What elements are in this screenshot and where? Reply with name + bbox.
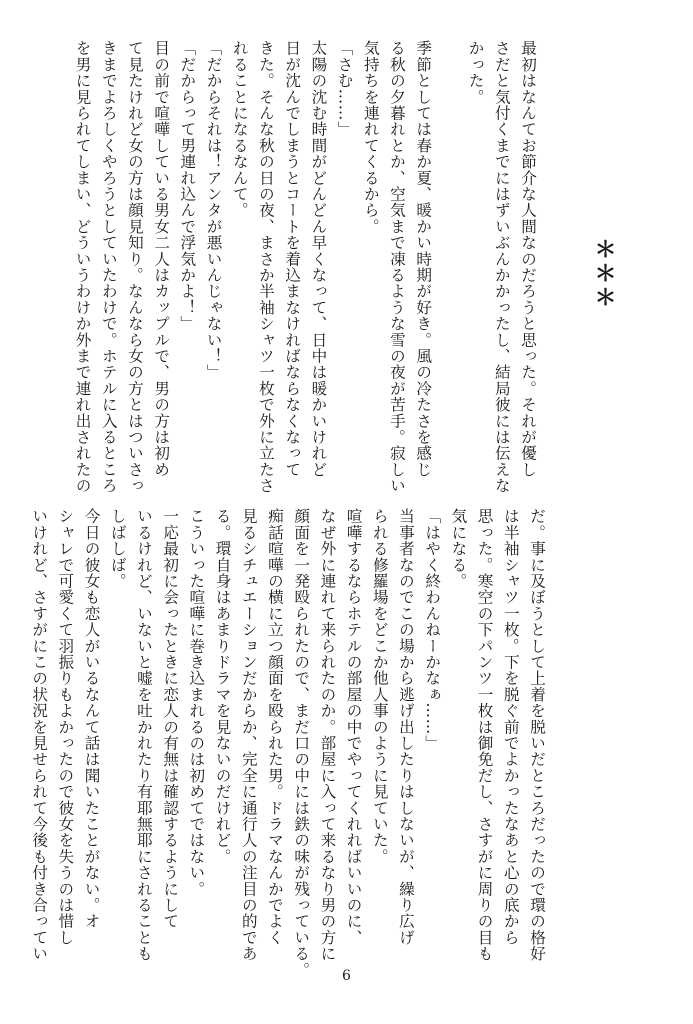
- text-line: 喧嘩するならホテルの部屋の中でやってくれればいいのに、: [344, 508, 363, 946]
- text-line: いるけれど、いないと嘘を吐かれたり有耶無耶にされることも: [134, 508, 153, 962]
- text-line: いけれど、さすがにこの状況を見せられて今後も付き合ってい: [30, 508, 49, 962]
- text-line: 太陽の沈む時間がどんどん早くなって、日中は暖かいけれど: [309, 40, 328, 478]
- text-line: きた。そんな秋の日の夜、まさか半袖シャツ一枚で外に立たさ: [256, 40, 275, 494]
- text-line: は半袖シャツ一枚。下を脱ぐ前でよかったなあと心の底から: [501, 508, 520, 946]
- text-line: 最初はなんてお節介な人間なのだろうと思った。それが優し: [519, 40, 537, 478]
- blank-line: [436, 40, 462, 486]
- text-line: 気持ちを連れてくるから。: [361, 40, 380, 235]
- text-line: 痴話喧嘩の横に立つ顔面を殴られた男。ドラマなんかでよく: [265, 508, 284, 946]
- text-line: 「だからって男連れ込んで浮気かよ！」: [178, 40, 197, 332]
- text-line: 一応最初に会ったときに恋人の有無は確認するようにして: [161, 508, 180, 930]
- text-line: 日が沈んでしまうとコートを着込まなければならなくなって: [283, 40, 302, 478]
- text-line: て見たけれど女の方は顔見知り。なんなら女の方とはついさっ: [125, 40, 144, 494]
- text-line: 見るシチュエーションだからか、完全に通行人の注目の的であ: [239, 508, 258, 962]
- section-marker: ＊＊＊: [591, 238, 617, 310]
- text-line: を男に見られてしまい、どういうわけか外まで連れ出されたの: [73, 40, 92, 494]
- text-line: きまでよろしくやろうとしていたわけで。ホテルに入るところ: [99, 40, 118, 494]
- text-line: 「さむ……」: [335, 40, 354, 138]
- text-line: る。環自身はあまりドラマを見ないのだけれど。: [213, 508, 232, 865]
- text-line: しばしば。: [108, 508, 127, 589]
- text-line: なぜ外に連れて来られたのか。部屋に入って来るなり男の方に: [318, 508, 337, 962]
- text-line: れることになるなんて。: [230, 40, 249, 219]
- text-line: かった。: [466, 40, 485, 105]
- text-line: る秋の夕暮れとか、空気まで凍るような雪の夜が苦手。寂しい: [387, 40, 406, 494]
- text-line: 「だからそれは！アンタが悪いんじゃない！」: [204, 40, 223, 381]
- text-line: シャレで可愛くて羽振りもよかったので彼女を失うのは惜し: [56, 508, 75, 946]
- text-line: 思った。寒空の下パンツ一枚は御免だし、さすがに周りの目も: [475, 508, 494, 962]
- text-line: られる修羅場をどこか他人事のように見ていた。: [370, 508, 389, 865]
- text-line: 顔面を一発殴られたので、まだ口の中には鉄の味が残っている。: [292, 508, 311, 978]
- text-line: 今日の彼女も恋人がいるなんて話は聞いたことがない。オ: [82, 508, 101, 930]
- text-line: こういった喧嘩に巻き込まれるのは初めてではない。: [187, 508, 206, 897]
- text-line: 目の前で喧嘩している男女二人はカップルで、男の方は初め: [152, 40, 171, 478]
- text-line: 当事者なのでこの場から逃げ出したりはしないが、繰り広げ: [396, 508, 415, 946]
- text-block-upper: [69, 40, 541, 494]
- text-line: 「はやく終わんねーかなぁ……」: [423, 508, 442, 751]
- text-line: 季節としては春か夏、暖かい時期が好き。風の冷たさを感じ: [414, 40, 433, 478]
- text-block-lower: [26, 508, 550, 978]
- page-number: 6: [342, 968, 351, 984]
- text-line: だ。事に及ぼうとして上着を脱いだところだったので環の格好: [528, 508, 546, 962]
- text-line: 気になる。: [449, 508, 468, 589]
- text-line: さだと気付くまでにはずいぶんかかったし、結局彼には伝えな: [492, 40, 511, 494]
